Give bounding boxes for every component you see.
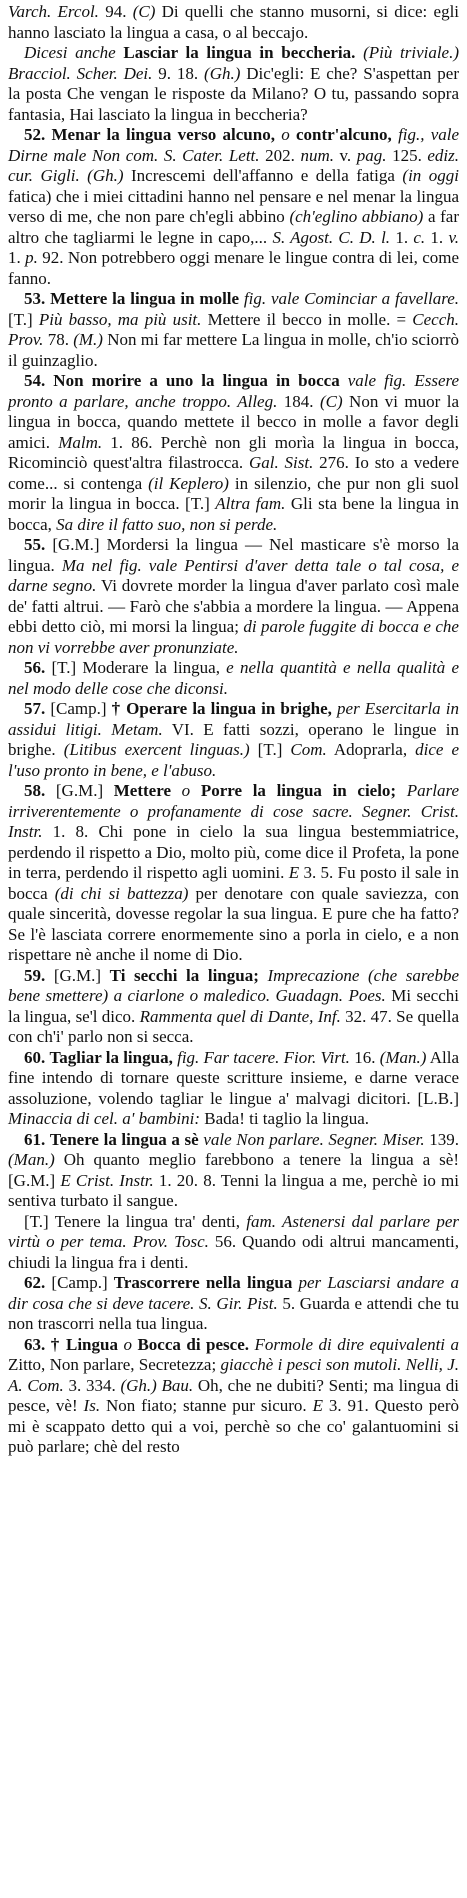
headword: contr'alcuno,	[295, 125, 392, 144]
continued-text	[8, 2, 459, 43]
entry-number: 52.	[24, 125, 46, 144]
body-text: Gli sta bene la lingua in bocca,	[8, 494, 459, 534]
body-text: in silenzio, che pur non gli suol morir la lingua in bocca. [T.]	[8, 473, 459, 513]
italic-text: Rammenta quel di Dante, Inf.	[139, 1006, 341, 1026]
italic-text: Formole di dire equivalenti a	[254, 1334, 460, 1354]
italic-text: (il Keplero)	[148, 473, 229, 493]
italic-text: o	[181, 781, 191, 800]
dictionary-entry	[8, 1212, 459, 1274]
body-text: [T.]	[8, 309, 39, 329]
headword: Trascorrere nella lingua	[113, 1273, 293, 1292]
italic-text: vale Non parlare. Segner. Miser.	[203, 1129, 425, 1149]
italic-text: di parole fuggite di bocca e che non vi vorrebbe aver pronunziate.	[8, 617, 459, 657]
italic-text: (Litibus exercent linguas.)	[63, 740, 250, 759]
italic-text: E Crist. Instr.	[60, 1170, 154, 1190]
body-text: Alla fine intendo di tornare queste scritture insieme, e darne verace assoluzione, volendo tagliar le lingue a' malvagi dicitori. [L.B.]	[8, 1047, 460, 1108]
italic-text: fig., vale Dirne male Non com. S. Cater. Lett.	[8, 125, 460, 165]
body-text: 125.	[386, 145, 428, 165]
body-text: Non vi muor la lingua in bocca, quando mettete il becco in molle a favor degli amici.	[8, 391, 459, 452]
dictionary-entry	[8, 289, 459, 371]
italic-text: (Gh.)	[204, 63, 241, 83]
body-text: [Camp.]	[45, 699, 112, 718]
body-text	[340, 371, 348, 390]
dictionary-entry	[8, 43, 459, 125]
body-text: 1. 20. 8. Tenni la lingua a me, perchè io mi sentiva turbato il sangue.	[8, 1170, 460, 1210]
italic-text: o	[281, 125, 290, 144]
italic-text: fig. Far tacere. Fior. Virt.	[177, 1047, 350, 1067]
italic-text: S. Agost. C. D. l.	[272, 227, 391, 247]
italic-text: Is.	[83, 1396, 101, 1415]
italic-text: E	[312, 1396, 323, 1415]
italic-text: Com.	[290, 740, 327, 759]
dictionary-entry	[8, 658, 459, 699]
italic-text: e nella quantità e nella qualità e nel modo delle cose che diconsi.	[8, 658, 459, 698]
headword: † Lingua	[50, 1334, 118, 1354]
entry-number: 60.	[24, 1047, 46, 1067]
body-text: fatica) che i miei cittadini hanno nel pensare e nel menar la lingua verso di me, che non pare ch'egli abbino	[8, 186, 459, 226]
italic-text: Gal. Sist.	[248, 453, 314, 472]
italic-text: p.	[25, 248, 38, 267]
body-text: [G.M.]	[45, 965, 110, 985]
headword: † Operare la lingua in brighe,	[111, 699, 332, 718]
dictionary-entry	[8, 1130, 459, 1212]
italic-text: Varch. Ercol.	[8, 2, 99, 21]
body-text: 1. 86. Perchè non gli morìa la lingua in bocca, Ricominciò quest'altra filastrocca.	[8, 432, 459, 472]
body-text	[171, 781, 182, 800]
entry-number: 54.	[24, 371, 46, 390]
headword: Menar la lingua verso alcuno,	[51, 125, 275, 144]
italic-text: Cecch. Prov.	[8, 309, 459, 349]
body-text: Bada! ti taglio la lingua.	[200, 1109, 370, 1128]
italic-text: num.	[300, 145, 334, 165]
body-text: 9. 18.	[152, 63, 205, 83]
italic-text: (ch'eglino abbiano)	[289, 207, 424, 226]
body-text: Adoprarla,	[326, 740, 416, 759]
italic-text: (di chi si battezza)	[54, 883, 189, 903]
body-text: Non fiato; stanne pur sicuro.	[100, 1396, 313, 1415]
body-text: 78.	[43, 330, 74, 349]
italic-text: Ma nel fig. vale Pentirsi d'aver detta tale o tal cosa, e darne segno.	[8, 555, 460, 595]
body-text: Di quelli che stanno musorni, si dice: egli hanno lasciato la lingua a casa, o al beccajo.	[8, 2, 460, 42]
dictionary-entry	[8, 125, 459, 289]
body-text: v.	[333, 145, 357, 165]
body-text: 5. Guarda e attendi che tu non trascorri nella tua lingua.	[8, 1293, 459, 1333]
italic-text: o	[123, 1334, 132, 1354]
italic-text: (in oggi	[402, 166, 459, 185]
italic-text: fam. Astenersi dal parlare per virtù o per tema. Prov. Tosc.	[8, 1211, 459, 1251]
body-text: 16.	[349, 1047, 380, 1067]
body-text: Dic'egli: E che? S'aspettan per la posta Che vengan le risposte da Milano? O tu, passando sopra fantasia, Hai lasciato la lingua in beccheria?	[8, 63, 460, 124]
italic-text: Imprecazione (che sarebbe bene smettere) a ciarlone o maledico. Guadagn. Poes.	[8, 965, 459, 1005]
italic-text: Dicesi anche	[24, 43, 116, 62]
entry-number: 59.	[24, 965, 46, 985]
body-text: [G.M.] Mordersi la lingua — Nel masticare s'è morso la lingua.	[8, 535, 459, 575]
italic-text: (Più triviale.) Bracciol. Scher. Dei.	[8, 43, 460, 83]
dictionary-entry	[8, 1048, 459, 1130]
headword: Mettere	[113, 781, 172, 800]
italic-text: (Man.)	[379, 1047, 427, 1067]
italic-text: Più basso, ma più usit.	[38, 309, 202, 329]
body-text: [T.]	[249, 740, 291, 759]
body-text	[355, 43, 363, 62]
entry-number: 56.	[24, 658, 46, 677]
body-text: Vi dovrete morder la lingua d'aver parlato così male de' fatti altrui. — Farò che s'abbia a mordere la lingua. — Appena ebbi detto ciò, mi morsi la lingua;	[8, 576, 459, 636]
body-text: [T.] Moderare la lingua,	[45, 658, 227, 677]
headword: Lasciar la lingua in beccheria.	[123, 43, 356, 62]
dictionary-entry	[8, 535, 459, 658]
body-text: 139.	[424, 1129, 460, 1149]
italic-text: Parlare irriverentemente o profanamente di cose sacre. Segner. Crist. Instr.	[8, 781, 460, 841]
headword: Porre la lingua in cielo;	[200, 781, 397, 800]
body-text: 184.	[277, 391, 320, 411]
body-text: 1. 8. Chi pone in cielo la sua lingua bestemmiatrice, perdendo il rispetto a Dio, molto più, come dice il Profeta, la pone in terra, perdendo il rispetto agli uomini.	[8, 822, 459, 882]
headword: Tenere la lingua a sè	[49, 1129, 199, 1149]
body-text: [T.] Tenere la lingua tra' denti,	[24, 1211, 247, 1231]
italic-text: vale fig. Essere pronto a parlare, anche troppo. Alleg.	[8, 371, 460, 411]
body-text: Non mi far mettere La lingua in molle, ch'io sciorrò il guinzaglio.	[8, 330, 459, 370]
body-text: per denotare con quale saviezza, con quale sincerità, dovesse regolar la sua lingua. E pure che ha fatto? Se l'è lasciata correre enormemente sino a porla in cielo, e a non rispettare nè anche il nome di Dio.	[8, 883, 459, 964]
italic-text: Altra fam.	[215, 494, 286, 513]
italic-text: E	[288, 863, 300, 882]
body-text: Mettere il becco in molle. =	[201, 309, 413, 329]
body-text: Oh quanto meglio farebbono a tenere la lingua a sè! [G.M.]	[8, 1150, 459, 1190]
dictionary-entry	[8, 1335, 459, 1458]
italic-text: (C)	[319, 391, 343, 411]
headword: Tagliar la lingua,	[49, 1047, 173, 1067]
headword: Bocca di pesce.	[137, 1334, 249, 1354]
dictionary-entry	[8, 781, 459, 966]
body-text: 1.	[425, 227, 449, 247]
entry-number: 63.	[24, 1334, 46, 1354]
body-text: [Camp.]	[45, 1273, 114, 1292]
body-text: 94.	[98, 2, 133, 21]
body-text: VI. E fatti sozzi, operano le lingue in brighe.	[8, 719, 459, 759]
body-text: Mi secchi la lingua, se'l dico.	[8, 986, 459, 1026]
body-text: 1.	[390, 227, 414, 247]
entry-number: 57.	[24, 699, 46, 718]
italic-text: fig. vale Cominciar a favellare.	[243, 289, 460, 308]
body-text: 3. 91. Questo però mi è scappato detto qui a voi, perchè so che co' galantuomini si può parlare; chè del resto	[8, 1396, 459, 1456]
entry-number: 58.	[24, 781, 46, 800]
dictionary-entry	[8, 371, 459, 535]
italic-text: Sa dire il fatto suo, non si perde.	[56, 514, 278, 534]
body-text: 3. 334.	[63, 1375, 121, 1395]
body-text: [G.M.]	[45, 781, 114, 800]
italic-text: giacchè i pesci son mutoli. Nelli, J. A. Com.	[8, 1355, 459, 1395]
entry-number: 62.	[24, 1273, 46, 1292]
entry-number: 55.	[24, 535, 46, 554]
dictionary-entry	[8, 966, 459, 1048]
body-text: 32. 47. Se quella con ch'i' parlo non si secca.	[8, 1006, 459, 1046]
body-text: Oh, che ne dubiti? Senti; ma lingua di pesce, vè!	[8, 1375, 460, 1415]
italic-text: (C)	[132, 2, 156, 21]
body-text: 202.	[259, 145, 301, 165]
italic-text: dice e l'uso pronto in bene, e l'abuso.	[8, 740, 460, 780]
italic-text: Minaccia di cel. a' bambini:	[8, 1109, 201, 1128]
entry-number: 61.	[24, 1129, 46, 1149]
italic-text: (M.)	[73, 330, 103, 349]
body-text	[190, 781, 201, 800]
italic-text: (Gh.) Bau.	[120, 1375, 194, 1395]
entry-number: 53.	[24, 289, 46, 308]
dictionary-entry	[8, 699, 459, 781]
body-text: 56. Quando odi altrui mancamenti, chiudi la lingua fra i denti.	[8, 1232, 459, 1272]
body-text: Increscemi dell'affanno e della fatiga	[123, 166, 403, 185]
body-text: 3. 5. Fu posto il sale in bocca	[8, 863, 459, 903]
italic-text: (Man.)	[8, 1150, 55, 1169]
italic-text: pag.	[356, 145, 387, 165]
italic-text: Malm.	[58, 432, 103, 452]
headword: Mettere la lingua in molle	[50, 289, 240, 308]
italic-text: ediz. cur. Gigli. (Gh.)	[8, 145, 460, 185]
italic-text: per Lasciarsi andare a dir cosa che si deve tacere. S. Gir. Pist.	[8, 1273, 459, 1313]
body-text: Zitto, Non parlare, Secretezza;	[8, 1355, 221, 1374]
italic-text: c.	[413, 227, 426, 247]
body-text	[396, 781, 407, 800]
headword: Ti secchi la lingua;	[109, 965, 259, 985]
dictionary-entry	[8, 1273, 459, 1335]
italic-text: per Esercitarla in assidui litigi. Metam.	[8, 699, 460, 739]
body-text: a far altro che tagliarmi le legne in capo,...	[8, 207, 460, 247]
body-text: 1.	[8, 248, 26, 267]
body-text: 276. Io sto a vedere come... si contenga	[8, 453, 460, 493]
headword: Non morire a uno la lingua in bocca	[53, 371, 340, 390]
body-text: 92. Non potrebbero oggi menare le lingue contra di lei, come fanno.	[8, 248, 460, 288]
italic-text: v.	[448, 227, 460, 247]
